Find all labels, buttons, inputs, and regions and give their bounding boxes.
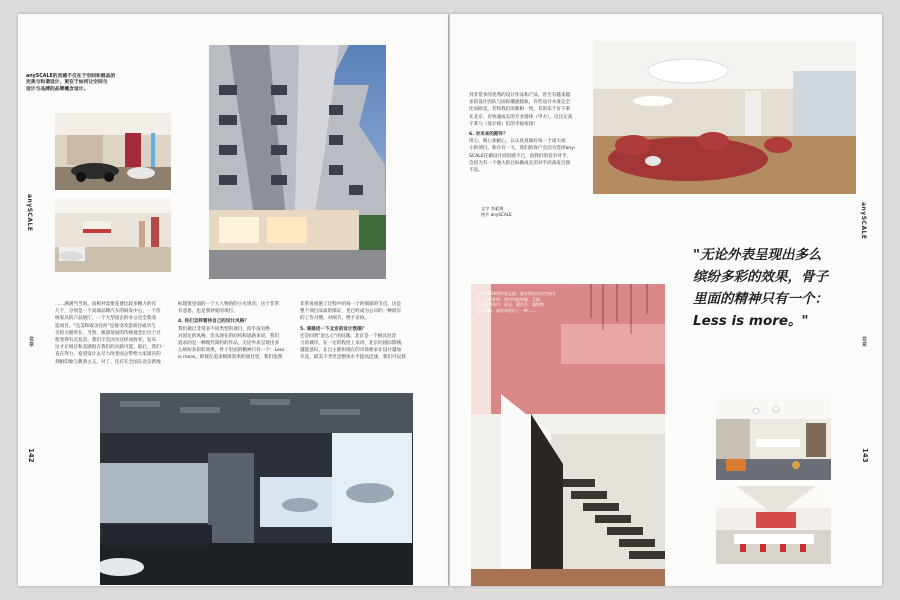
caption-line: anySCALE的灵感不仅在于空间和展品的 xyxy=(26,74,116,79)
text-line: SCALE任做设计而倍感不已，而我们的竞争对手， xyxy=(469,153,572,159)
text-line: 整个项目品质的保证，也已经成为公司的一种原有 xyxy=(300,309,402,315)
text-line: 否的关键所在。当然，根深蒂固的传统观念让这个过 xyxy=(55,330,161,336)
photo-car-showroom xyxy=(55,113,171,190)
text-line: 几个，分别是一个高端品牌汽车的研发中心、一个传 xyxy=(55,309,161,315)
pull-quote-line: 里面的精神只有一个： xyxy=(693,291,828,307)
page-number: 143 xyxy=(861,448,869,463)
text-line: 开花，最美不齐但是整体水平提高迅速，我们可以找 xyxy=(300,355,406,361)
text-line: 力的城市，在一定的程度上来讲，北京的国际影响， xyxy=(300,341,406,347)
text-column-1 xyxy=(55,301,175,366)
text-line: 比肩欧美，若和我们的新相一致，有的乐于有千莱 xyxy=(469,107,571,113)
pull-quote-line: Less is more。" xyxy=(693,313,809,329)
text-line: 程变得有点复杂。我们不会因为这样而放弃。发布 xyxy=(55,338,157,344)
question-heading: 6. 对未来的期许？ xyxy=(469,132,508,138)
text-line: 这才让项目和美感很在我们的关联可能。最后，我们一 xyxy=(55,345,166,351)
vertical-brand-label: anySCALE xyxy=(860,202,867,240)
text-line: 会因为有一个强大的目标做成长的对手而备发自强 xyxy=(469,160,571,166)
photo-gallery-interior xyxy=(55,199,171,272)
question-heading: 4. 你们怎样看待自己的设计风格？ xyxy=(178,319,249,325)
side-label: 北京 xyxy=(861,336,867,347)
text-line: 在北京，有快速成长的专业群体（甲方），这注定高 xyxy=(469,114,573,120)
text-column-2 xyxy=(178,301,296,362)
text-line: ……满满当当的。而相对需要花费比较多精力的有 xyxy=(55,302,157,307)
text-line: 非常看重施工过程中的每一个的细部的节点，这是 xyxy=(300,302,402,307)
text-line: 还是回到"退么心"的问题。北京是一个极具包容 xyxy=(300,333,397,339)
caption-line: 完美与和谐设计，更在于如何让空间与 xyxy=(26,80,108,86)
text-line: 么缤纷多彩的效果，骨子里面的精神只有一个：Less xyxy=(178,348,285,354)
text-line: 多的设计团队与国际潮流接轨，有些设计水准完全 xyxy=(469,100,571,106)
left-page xyxy=(18,14,448,586)
photo-staircase xyxy=(471,284,665,586)
text-line: 追求的是一种现代简约的作品，无论外表呈现出多 xyxy=(178,341,280,347)
pull-quote-line: 缤纷多彩的效果，骨子 xyxy=(693,269,828,285)
caption-line: 设计与品牌的品牌概念设计。 xyxy=(26,86,89,92)
pull-quote xyxy=(693,244,873,332)
question-heading: 5. 请描述一下北京的设计氛围？ xyxy=(300,326,367,332)
text-line: 到非常多的优秀的设计作品和产品，甚至有越来越 xyxy=(469,93,571,98)
page-number: 142 xyxy=(27,448,35,463)
text-line: 刻板印象与教条主义。对了，还有在全国在北京新地 xyxy=(55,359,161,365)
text-line: 的工作习惯，对细节，绝不妥协。 xyxy=(300,316,369,322)
text-line: 不息。 xyxy=(469,168,483,174)
text-line: 用心，细心加耐心，认认真真做好每一个成大成 xyxy=(469,139,566,145)
caption-line: 使不同空间中，彰显、暖色系，超级特 xyxy=(476,302,544,308)
credit-line: 文字 李素梅 xyxy=(481,206,504,211)
caption-line: 色，能拘、最终体现出了一种…… xyxy=(476,307,536,313)
photo-showroom-screens xyxy=(100,393,413,585)
text-column-right xyxy=(469,92,589,174)
text-line: 直在努力，希望设计去尽力改变国企带给大家固有的 xyxy=(55,352,161,358)
credit-line: 图片 anySCALE xyxy=(481,212,512,217)
photo-lounge-red-sofas xyxy=(593,41,856,194)
text-line: 有意思，也是我钟爱的项目。 xyxy=(178,309,238,315)
right-page xyxy=(450,14,882,586)
text-line: 越能意识，在自主催和现在的市场要求让设计越加 xyxy=(300,348,402,354)
pull-quote-line: "无论外表呈现出多么 xyxy=(693,247,822,263)
text-line: 造项目。"完美和取舍任何"是接受改造项目或功与 xyxy=(55,323,156,329)
photo-office-red-chairs xyxy=(716,486,831,564)
text-line: 小的项目。和在有一天，我们的客户会因为选择any- xyxy=(469,146,576,152)
text-line: 标建筑里面的一个大人物的的小水果店，这个非常 xyxy=(178,302,280,307)
credits xyxy=(481,206,561,218)
text-line: 统家具的产品展厅、一个大型国企的办公室全新改 xyxy=(55,316,157,322)
text-line: 千莱马（设计师）们的幸福家园！ xyxy=(469,121,538,127)
text-line: 我们做过非常多不同类型的项目，似乎没有绝 xyxy=(178,326,270,332)
text-line: is more。即使在追求极简效果的项目里，我们依然 xyxy=(178,355,283,361)
vertical-brand-label: anySCALE xyxy=(26,194,33,232)
stair-caption xyxy=(476,291,568,313)
side-label: 北京 xyxy=(28,336,34,347)
text-column-3 xyxy=(300,301,418,362)
photo-building-facade xyxy=(209,45,386,279)
caption-line: 布，色彩鲜明，使用功能明确、互联、 xyxy=(476,296,544,302)
left-caption xyxy=(26,74,168,93)
photo-office-workspace xyxy=(716,399,831,480)
caption-line: 三要车SOHO形象总部，素材简洁采的空间分 xyxy=(476,291,556,296)
text-line: 对固定的风格，但从现在的结构和思路来说，我们 xyxy=(178,333,280,339)
